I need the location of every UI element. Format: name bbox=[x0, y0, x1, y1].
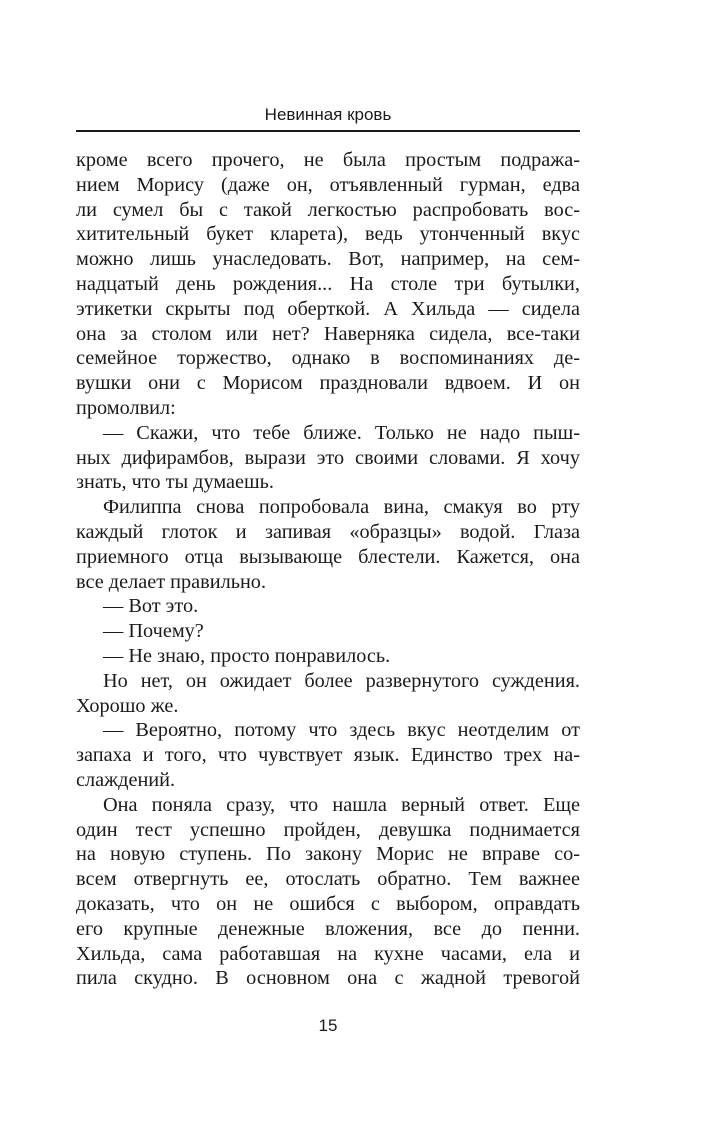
text-line: этикетки скрыты под оберткой. А Хильда — сидела bbox=[76, 297, 580, 320]
text-line: приемного отца вызывающе блестели. Кажется, она bbox=[76, 545, 580, 568]
text-line: слаждений. bbox=[76, 768, 176, 791]
text-line: Хильда, сама работавшая на кухне часами, ела и bbox=[76, 942, 580, 965]
text-line: — Вот это. bbox=[103, 595, 199, 618]
text-line: знать, что ты думаешь. bbox=[76, 471, 274, 494]
text-line: хитительный букет кларета), ведь утонченный вкус bbox=[76, 223, 580, 246]
text-line: промолвил: bbox=[76, 396, 176, 419]
text-line: всем отвергнуть ее, отослать обратно. Тем важнее bbox=[76, 868, 580, 891]
text-line: доказать, что он не ошибся с выбором, оправдать bbox=[76, 892, 580, 915]
running-title: Невинная кровь bbox=[264, 105, 392, 124]
header-rule bbox=[76, 130, 580, 132]
text-line: вушки они с Морисом праздновали вдвоем. И он bbox=[76, 372, 580, 395]
text-line: — Не знаю, просто понравилось. bbox=[103, 644, 391, 667]
page-number: 15 bbox=[318, 1016, 338, 1035]
text-line: семейное торжество, однако в воспоминаниях де- bbox=[76, 347, 580, 370]
text-line: на новую ступень. По закону Морис не вправе со- bbox=[76, 843, 580, 866]
text-line: Хорошо же. bbox=[76, 694, 179, 717]
text-line: каждый глоток и запивая «образцы» водой. Глаза bbox=[76, 520, 580, 543]
text-line: пила скудно. В основном она с жадной тревогой bbox=[76, 967, 580, 990]
text-line: она за столом или нет? Наверняка сидела, все-таки bbox=[76, 322, 580, 345]
text-line: Но нет, он ожидает более развернутого суждения. bbox=[103, 669, 580, 692]
text-line: один тест успешно пройден, девушка поднимается bbox=[76, 818, 580, 841]
text-line: надцатый день рождения... На столе три бутылки, bbox=[76, 272, 580, 295]
text-line: можно лишь унаследовать. Вот, например, на сем- bbox=[76, 248, 580, 271]
text-line: ных дифирамбов, вырази это своими словами. Я хочу bbox=[76, 446, 580, 469]
text-line: кроме всего прочего, не была простым подража- bbox=[76, 149, 580, 171]
text-line: Филиппа снова попробовала вина, смакуя во рту bbox=[103, 496, 580, 519]
text-line: — Почему? bbox=[103, 620, 204, 643]
text-line: ли сумел бы с такой легкостью распробовать вос- bbox=[76, 198, 580, 221]
text-line: его крупные денежные вложения, все до пенни. bbox=[76, 917, 580, 940]
text-line: запаха и того, что чувствует язык. Единство трех на- bbox=[76, 744, 580, 767]
body-text bbox=[76, 148, 580, 991]
text-line: нием Морису (даже он, отъявленный гурман, едва bbox=[76, 173, 580, 196]
text-line: — Скажи, что тебе ближе. Только не надо пыш- bbox=[103, 421, 580, 444]
text-line: — Вероятно, потому что здесь вкус неотделим от bbox=[103, 719, 580, 742]
text-line: все делает правильно. bbox=[76, 570, 267, 593]
text-line: Она поняла сразу, что нашла верный ответ. Еще bbox=[103, 793, 580, 816]
